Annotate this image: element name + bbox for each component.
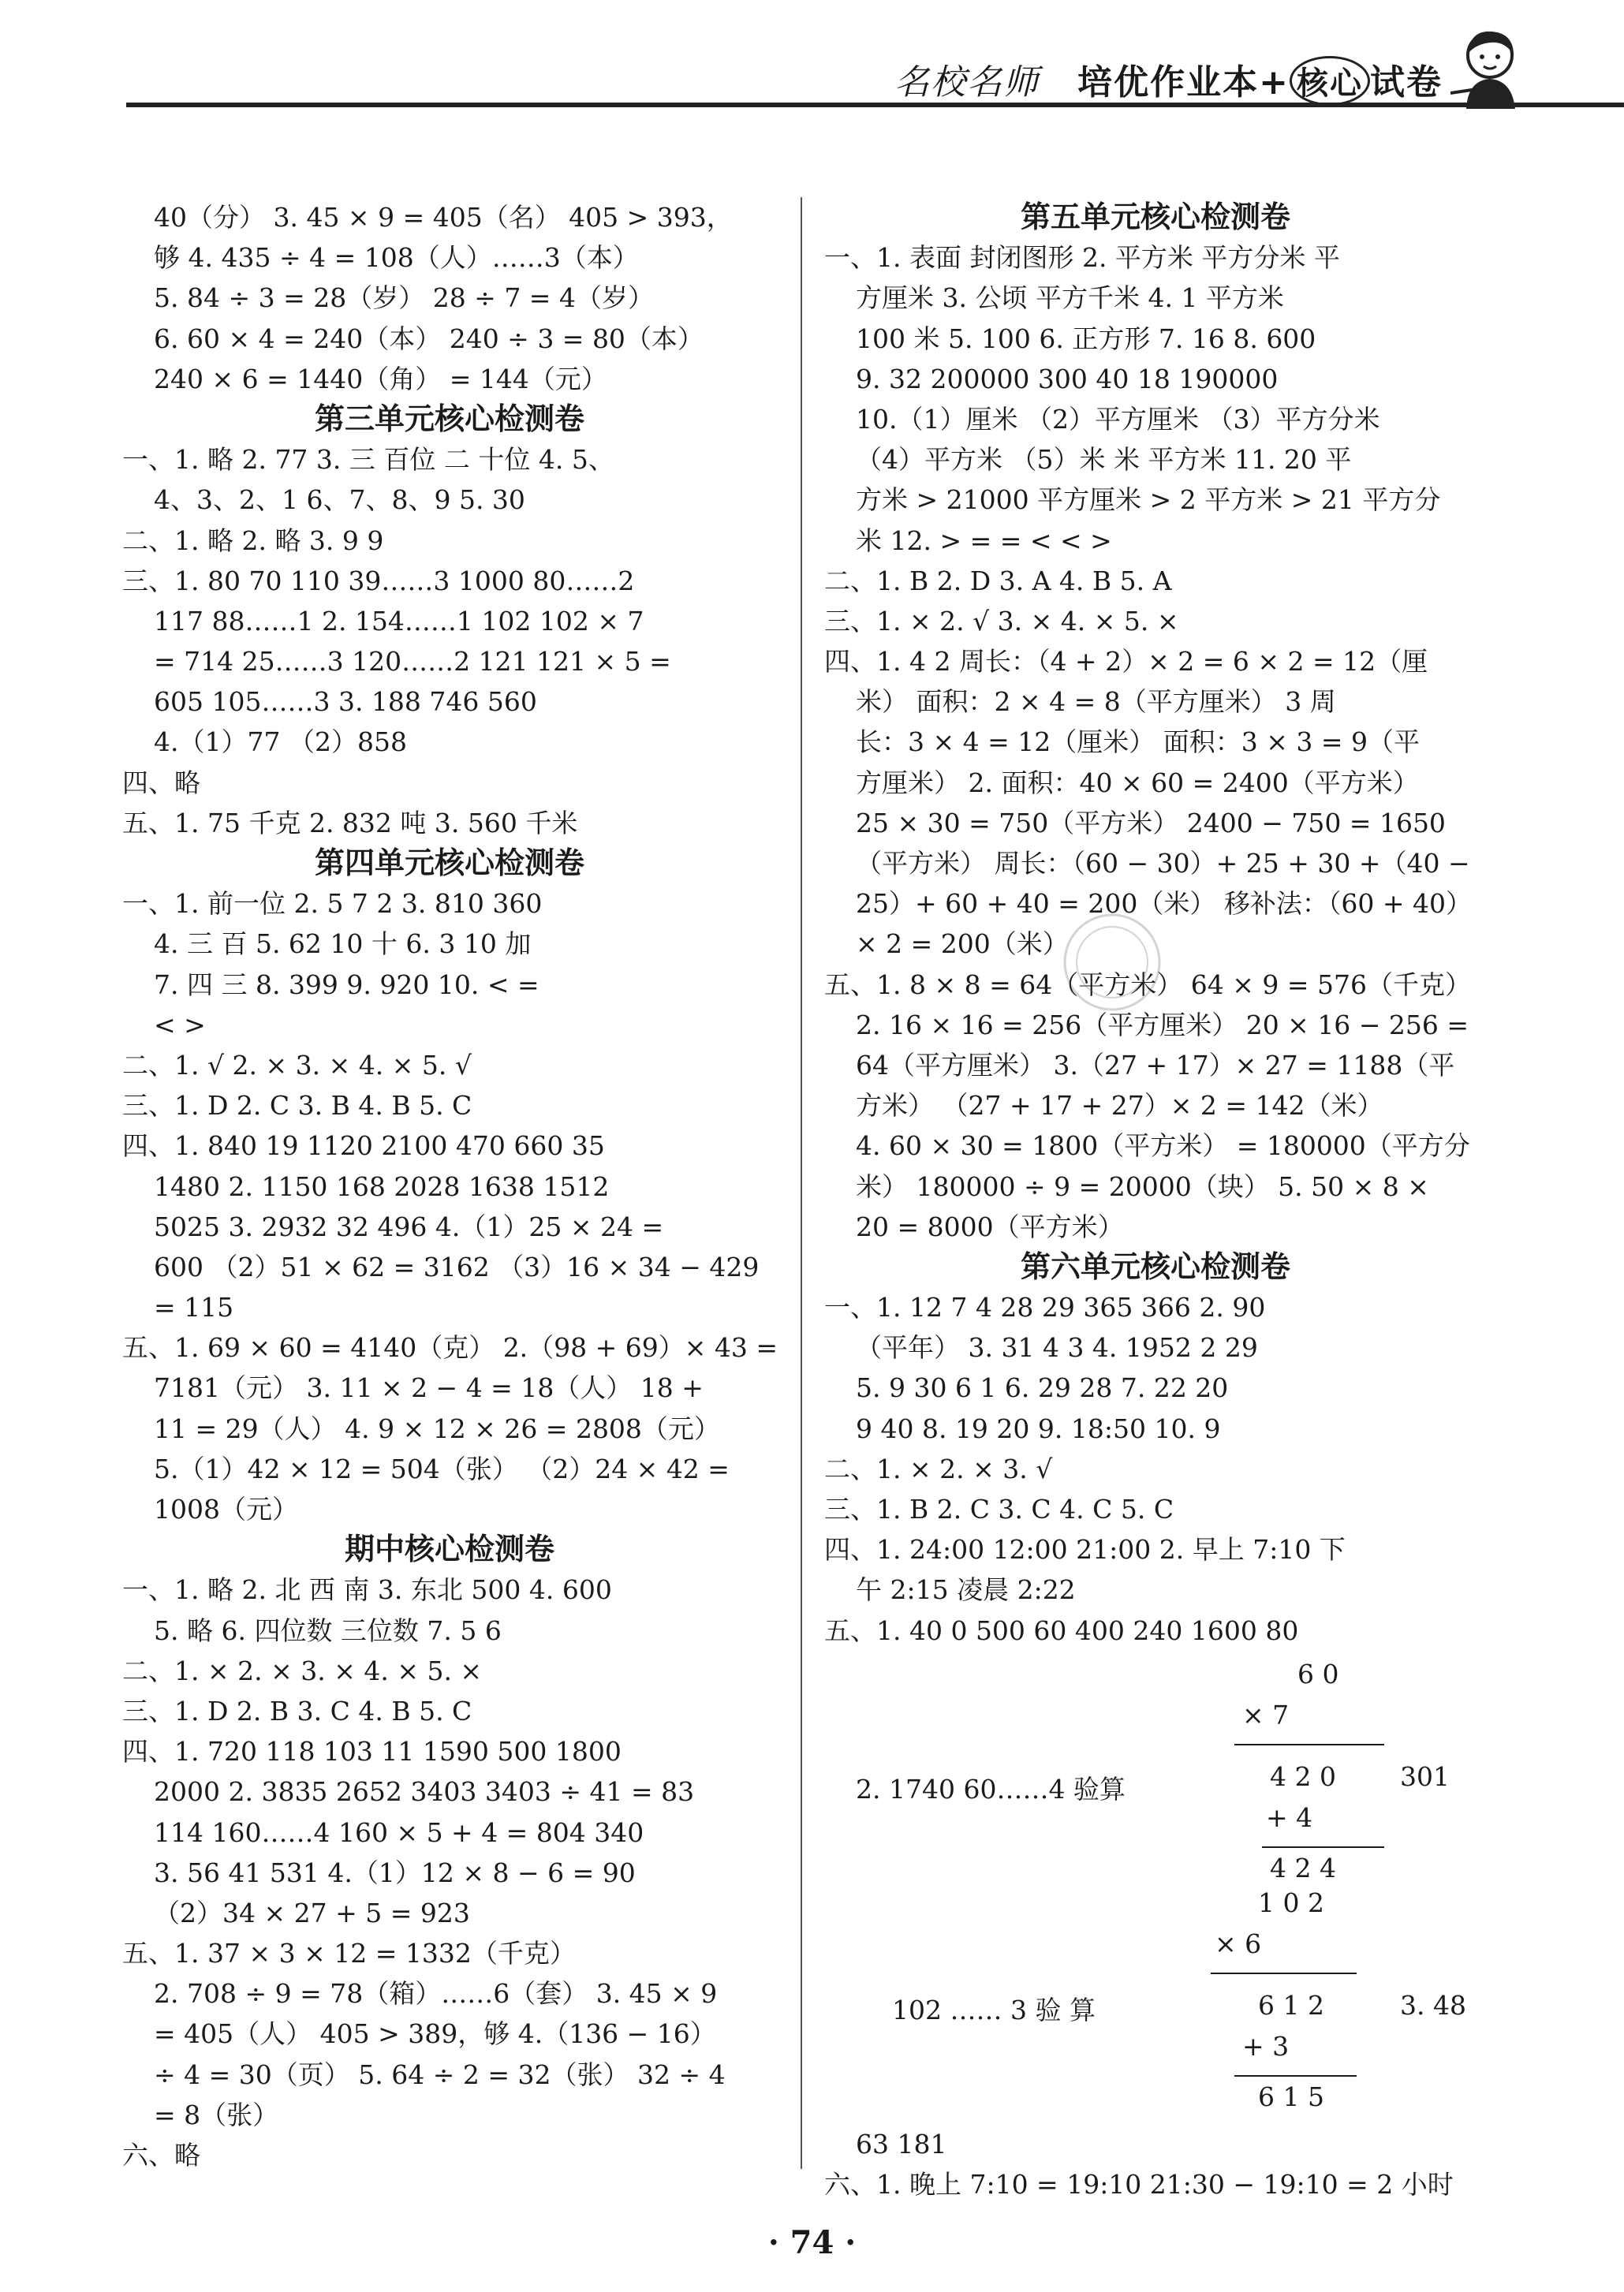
calc1-after: 301	[1400, 1760, 1450, 1792]
answer-line: 三、1. D 2. B 3. C 4. B 5. C	[122, 1695, 472, 1726]
answer-line: 7. 四 三 8. 399 9. 920 10. < =	[154, 969, 539, 1000]
answer-line: 一、1. 略 2. 77 3. 三 百位 二 十位 4. 5、	[122, 444, 614, 476]
answer-line: 5025 3. 2932 32 496 4.（1）25 × 24 =	[154, 1211, 664, 1242]
answer-line: 五、1. 37 × 3 × 12 = 1332（千克）	[122, 1938, 576, 1969]
answer-line: 一、1. 略 2. 北 西 南 3. 东北 500 4. 600	[122, 1574, 612, 1606]
answer-line: 五、1. 75 千克 2. 832 吨 3. 560 千米	[122, 807, 578, 838]
calc1-add: + 4	[1266, 1801, 1313, 1833]
page-header	[0, 0, 1624, 118]
stamp-seal-icon	[1057, 907, 1167, 1017]
answer-line: 20 = 8000（平方米）	[856, 1211, 1124, 1242]
answer-line: = 8（张）	[154, 2099, 279, 2130]
answer-line: 一、1. 表面 封闭图形 2. 平方米 平方分米 平	[824, 242, 1340, 274]
answer-line: 114 160……4 160 × 5 + 4 = 804 340	[154, 1816, 644, 1848]
calc2-add: + 3	[1242, 2030, 1290, 2062]
header-rule	[126, 103, 1624, 107]
section-heading: 期中核心检测卷	[344, 1532, 554, 1567]
left-column	[122, 197, 777, 2175]
calc1-rule1	[1234, 1744, 1384, 1745]
answer-line: = 115	[154, 1292, 234, 1323]
answer-line: 6. 60 × 4 = 240（本） 240 ÷ 3 = 80（本）	[154, 323, 704, 354]
answer-line: 四、略	[122, 767, 200, 798]
column-divider	[801, 197, 802, 2169]
calc2-bottom: 6 1 5	[1258, 2081, 1324, 2112]
answer-line: 100 米 5. 100 6. 正方形 7. 16 8. 600	[856, 323, 1316, 354]
calc1-rule2	[1262, 1846, 1384, 1848]
answer-line: 1480 2. 1150 168 2028 1638 1512	[154, 1170, 610, 1202]
answer-line: 五、1. 40 0 500 60 400 240 1600 80	[824, 1614, 1299, 1646]
answer-line: 7181（元） 3. 11 × 2 − 4 = 18（人） 18 +	[154, 1372, 704, 1404]
calc2-top: 1 0 2	[1258, 1887, 1324, 1918]
answer-line: 米） 180000 ÷ 9 = 20000（块） 5. 50 × 8 ×	[856, 1170, 1429, 1202]
answer-line: 4. 60 × 30 = 1800（平方米） = 180000（平方分	[856, 1130, 1470, 1162]
answer-line: 25 × 30 = 750（平方米） 2400 − 750 = 1650	[856, 807, 1446, 838]
answer-line: 够 4. 435 ÷ 4 = 108（人）……3（本）	[154, 242, 639, 274]
answer-line: 二、1. × 2. × 3. √	[824, 1453, 1053, 1484]
answer-line: 方厘米） 2. 面积：40 × 60 = 2400（平方米）	[856, 767, 1419, 798]
answer-line: 3. 56 41 531 4.（1）12 × 8 − 6 = 90	[154, 1857, 636, 1888]
answer-line: 5. 略 6. 四位数 三位数 7. 5 6	[154, 1614, 502, 1646]
calc2-rule2	[1234, 2075, 1357, 2077]
header-title-tail: 试卷	[1370, 62, 1443, 103]
answer-line: 方厘米 3. 公顷 平方千米 4. 1 平方米	[856, 282, 1284, 314]
answer-line: = 405（人） 405 > 389，够 4.（136 − 16）	[154, 2018, 716, 2050]
answer-line: 五、1. 8 × 8 = 64（平方米） 64 × 9 = 576（千克）	[824, 969, 1471, 1000]
answer-line: 三、1. D 2. C 3. B 4. B 5. C	[122, 1090, 472, 1122]
answer-line: 四、1. 24:00 12:00 21:00 2. 早上 7:10 下	[824, 1534, 1346, 1566]
section-heading: 第六单元核心检测卷	[1020, 1249, 1290, 1284]
answer-line: 三、1. B 2. C 3. C 4. C 5. C	[824, 1494, 1174, 1525]
answer-line: 四、1. 4 2 周长：（4 + 2）× 2 = 6 × 2 = 12（厘	[824, 646, 1428, 678]
answer-line: 米） 面积：2 × 4 = 8（平方厘米） 3 周	[856, 686, 1336, 718]
answer-line: × 2 = 200（米）	[856, 928, 1069, 960]
answer-line: 2. 708 ÷ 9 = 78（箱）……6（套） 3. 45 × 9	[154, 1978, 718, 2010]
calc1-label: 2. 1740 60……4 验算	[856, 1773, 1126, 1805]
calc1-mid: 4 2 0	[1270, 1760, 1336, 1792]
answer-line: 二、1. × 2. × 3. × 4. × 5. ×	[122, 1655, 483, 1686]
answer-line: 四、1. 720 118 103 11 1590 500 1800	[122, 1736, 622, 1768]
header-title-main: 培优作业本+	[1077, 62, 1290, 103]
calc2-mul: × 6	[1215, 1928, 1262, 1959]
answer-line: 长：3 × 4 = 12（厘米） 面积：3 × 3 = 9（平	[856, 726, 1420, 758]
answer-line: 4、3、2、1 6、7、8、9 5. 30	[154, 484, 525, 516]
answer-line: 9. 32 200000 300 40 18 190000	[856, 363, 1279, 394]
calc1-mul: × 7	[1242, 1699, 1290, 1730]
answer-line: 二、1. √ 2. × 3. × 4. × 5. √	[122, 1049, 472, 1081]
answer-line: 4. 三 百 5. 62 10 十 6. 3 10 加	[154, 928, 532, 960]
section-heading: 第四单元核心检测卷	[314, 846, 584, 880]
answer-line: ÷ 4 = 30（页） 5. 64 ÷ 2 = 32（张） 32 ÷ 4	[154, 2059, 726, 2090]
answer-line: 11 = 29（人） 4. 9 × 12 × 26 = 2808（元）	[154, 1413, 720, 1444]
calc2-label: 102 …… 3 验 算	[892, 1994, 1096, 2025]
answer-line: 240 × 6 = 1440（角） = 144（元）	[154, 363, 607, 394]
answer-line: （平方米） 周长：（60 − 30）+ 25 + 30 +（40 −	[856, 848, 1470, 879]
answer-line: < >	[154, 1009, 206, 1040]
answer-line: 五、1. 69 × 60 = 4140（克） 2.（98 + 69）× 43 =	[122, 1332, 778, 1364]
answer-line: 4.（1）77 （2）858	[154, 726, 407, 758]
answer-line: 三、1. 80 70 110 39……3 1000 80……2	[122, 565, 635, 596]
answer-line: 10.（1）厘米 （2）平方厘米 （3）平方分米	[856, 403, 1380, 435]
teacher-mascot-icon	[1450, 24, 1537, 110]
answer-line: 2000 2. 3835 2652 3403 3403 ÷ 41 = 83	[154, 1776, 695, 1808]
calc1-bottom: 4 2 4	[1270, 1852, 1336, 1883]
answer-line: 1008（元）	[154, 1494, 298, 1525]
answer-line: 六、略	[122, 2140, 200, 2171]
answer-line: 2. 16 × 16 = 256（平方厘米） 20 × 16 − 256 =	[856, 1009, 1469, 1040]
answer-line: 64（平方厘米） 3.（27 + 17）× 27 = 1188（平	[856, 1049, 1455, 1081]
answer-line: 5. 9 30 6 1 6. 29 28 7. 22 20	[856, 1372, 1229, 1404]
answer-line: 二、1. B 2. D 3. A 4. B 5. A	[824, 565, 1172, 596]
answer-line: 四、1. 840 19 1120 2100 470 660 35	[122, 1130, 605, 1162]
header-school: 名校名师	[894, 62, 1040, 103]
calc2-after: 3. 48	[1400, 1989, 1466, 2021]
header-title	[894, 54, 1443, 106]
calc1-top: 6 0	[1297, 1658, 1339, 1689]
answer-line: 25）+ 60 + 40 = 200（米） 移补法：（60 + 40）	[856, 888, 1472, 920]
calc2-rule1	[1211, 1973, 1357, 1974]
answer-line: （平年） 3. 31 4 3 4. 1952 2 29	[856, 1332, 1258, 1364]
answer-line: 一、1. 12 7 4 28 29 365 366 2. 90	[824, 1292, 1266, 1323]
answer-line: 米 12. > = = < < >	[856, 524, 1112, 556]
calc2-mid: 6 1 2	[1258, 1989, 1324, 2021]
answer-line: 5.（1）42 × 12 = 504（张） （2）24 × 42 =	[154, 1453, 730, 1484]
answer-line: 63 181	[856, 2128, 947, 2159]
vertical-calc-2	[824, 1880, 1487, 2112]
answer-line: = 714 25……3 120……2 121 121 × 5 =	[154, 646, 671, 678]
answer-line: 二、1. 略 2. 略 3. 9 9	[122, 524, 384, 556]
answer-line: 六、1. 晚上 7:10 = 19:10 21:30 − 19:10 = 2 小时	[824, 2168, 1454, 2200]
page-number: · 74 ·	[767, 2224, 857, 2261]
answer-line: 午 2:15 凌晨 2:22	[856, 1574, 1076, 1606]
answer-line: 5. 84 ÷ 3 = 28（岁） 28 ÷ 7 = 4（岁）	[154, 282, 654, 314]
answer-line: 117 88……1 2. 154……1 102 102 × 7	[154, 605, 644, 636]
answer-line: 方米） （27 + 17 + 27）× 2 = 142（米）	[856, 1090, 1383, 1122]
section-heading: 第五单元核心检测卷	[1020, 200, 1290, 234]
answer-line: 605 105……3 3. 188 746 560	[154, 686, 537, 718]
answer-line: 三、1. × 2. √ 3. × 4. × 5. ×	[824, 605, 1179, 636]
section-heading: 第三单元核心检测卷	[314, 401, 584, 436]
header-core-badge: 核心	[1290, 56, 1370, 106]
right-column	[824, 197, 1487, 2204]
answer-line: （4）平方米 （5）米 米 平方米 11. 20 平	[856, 444, 1352, 476]
answer-line: 方米 > 21000 平方厘米 > 2 平方米 > 21 平方分	[856, 484, 1441, 516]
answer-line: 9 40 8. 19 20 9. 18:50 10. 9	[856, 1413, 1221, 1444]
answer-line: 600 （2）51 × 62 = 3162 （3）16 × 34 − 429	[154, 1251, 760, 1282]
answer-line: 一、1. 前一位 2. 5 7 2 3. 810 360	[122, 888, 543, 920]
answer-line: 40（分） 3. 45 × 9 = 405（名） 405 > 393，	[154, 202, 733, 233]
answer-line: （2）34 × 27 + 5 = 923	[154, 1897, 470, 1928]
